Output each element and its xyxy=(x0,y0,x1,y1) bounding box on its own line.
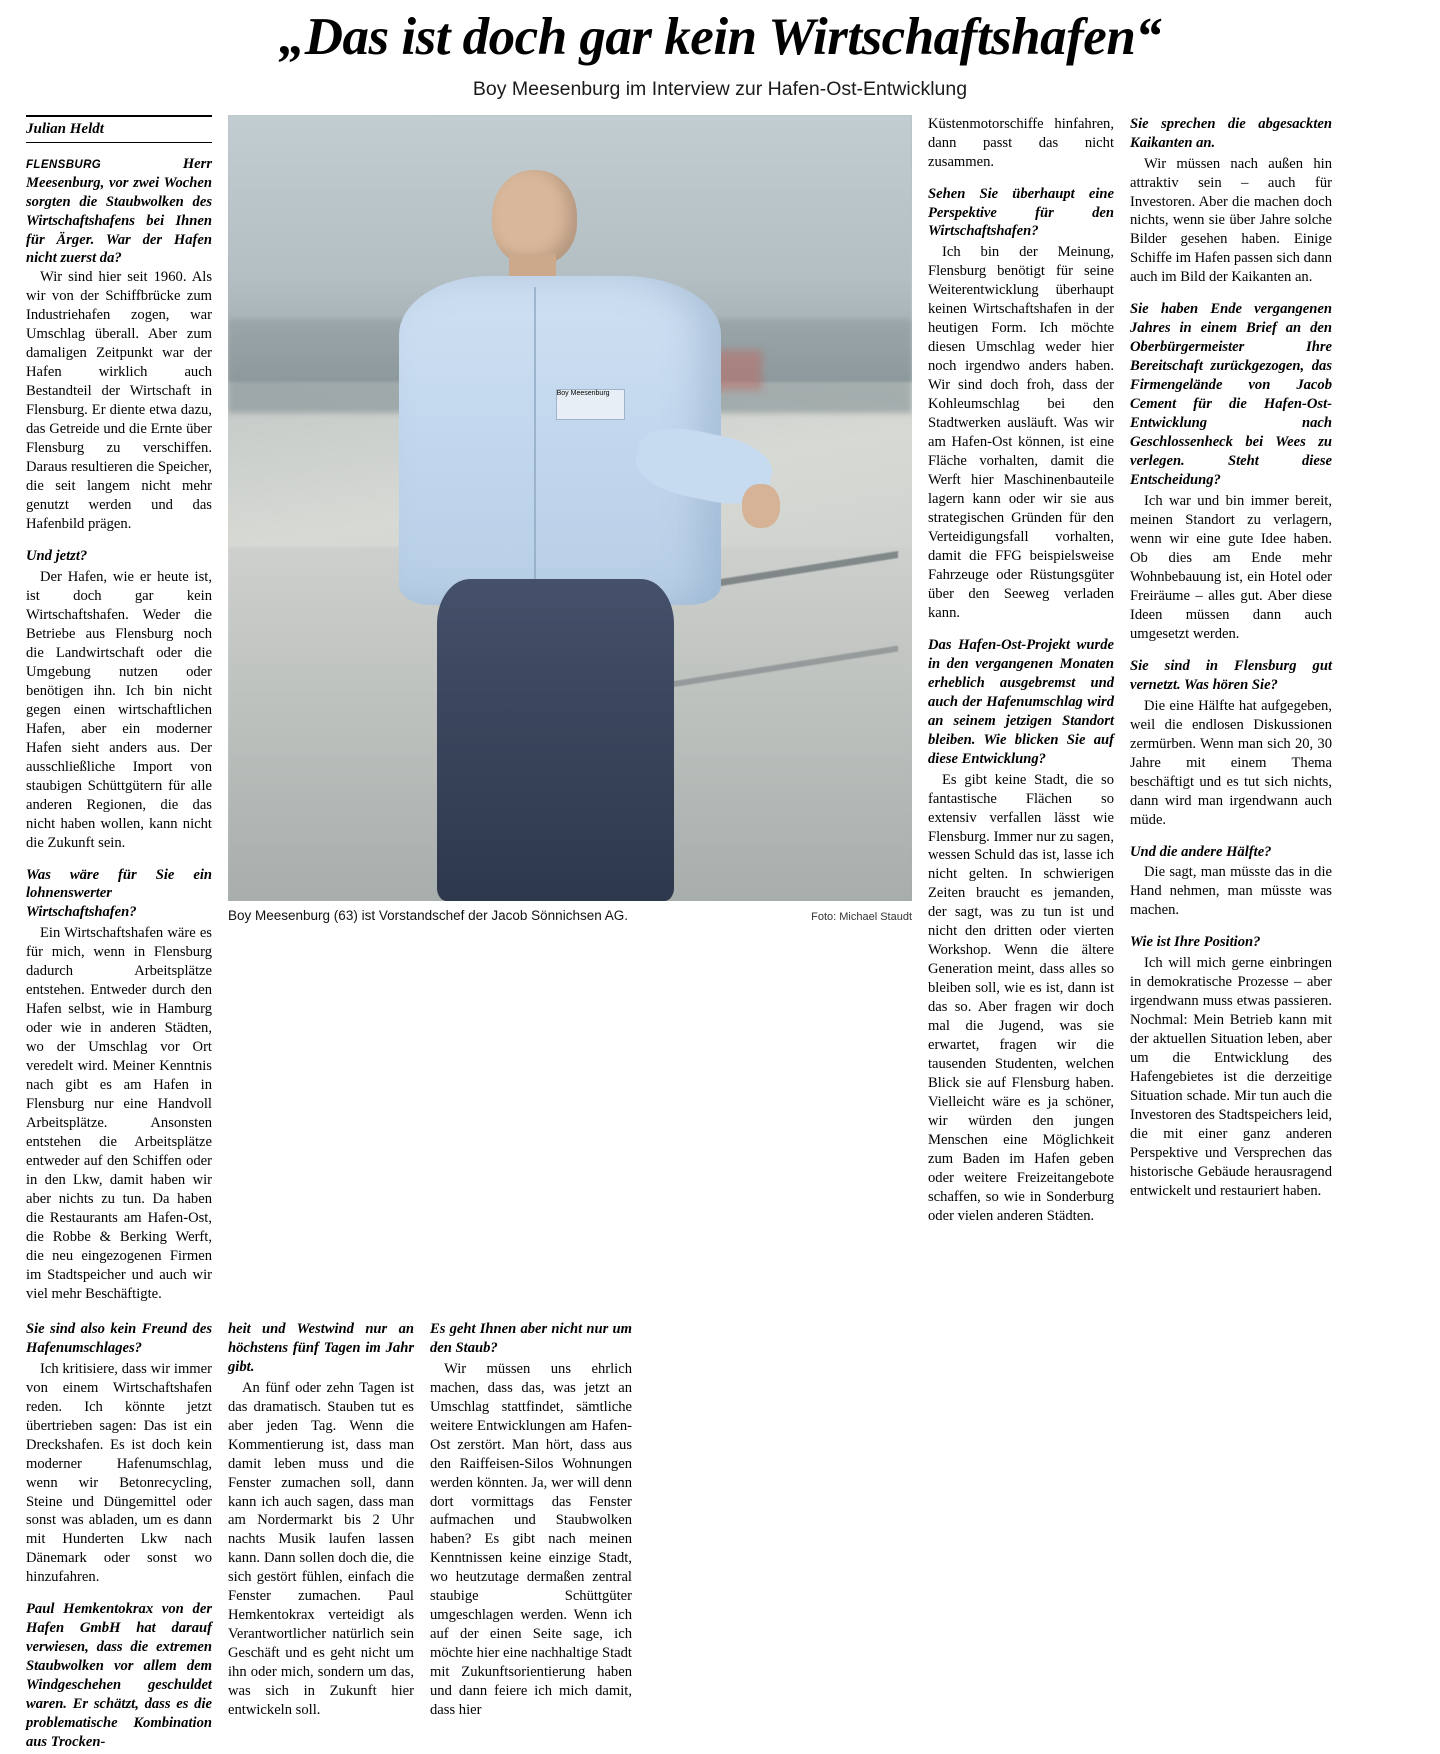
bottom1-question-2: Paul Hemkentokrax von der Hafen GmbH hat darauf verwiesen, dass die extremen Staubwolken vor allem dem Windgeschehen geschuldet waren. Er schätzt, dass es die problematische Kombination aus Trocken- xyxy=(26,1601,212,1751)
col1-answer-3: Ein Wirtschaftshafen wäre es für mich, wenn in Flensburg dadurch Arbeitsplätze entstehen. Entweder durch den Hafen selbst, wie in Hamburg oder wie in anderen Städten, wo der Umschlag vor Ort veredelt wird. Meiner Kenntnis nach gibt es am Hafen in Flensburg nur eine Handvoll Arbeitsplätze. Ansonsten entstehen die Arbeitsplätze entweder auf den Schiffen oder in den Lkw, damit haben wir aber nichts zu tun. Da haben die Restaurants am Hafen-Ost, die Robbe & Berking Werft, die neu eingezogenen Firmen im Stadtspeicher und auch wir viel mehr Beschäftigte. xyxy=(26,925,212,1302)
photo-subject-shirt-placket xyxy=(534,287,536,587)
col1-answer-2: Der Hafen, wie er heute ist, ist doch gar kein Wirtschaftshafen. Weder die Betriebe aus Flensburg noch die Landwirtschaft oder die Umgebung nutzen oder benötigen ihn. Ich bin nicht gegen einen wirtschaftlichen Hafen, aber ein moderner Hafen sieht anders aus. Der ausschließliche Import von staubigen Schüttgütern für alle anderen Regionen, die das nicht haben wollen, kann nicht die Zukunft sein. xyxy=(26,568,212,851)
col4-answer-1: Ich bin der Meinung, Flensburg benötigt für seine Weiterentwicklung überhaupt keinen Wirtschaftshafen in der heutigen Form. Ich möchte diesen Umschlag weder hier noch irgendwo anders haben. Wir sind doch froh, dass der Kohleumschlag bei den Stadtwerken ausläuft. Was wir am Hafen-Ost können, ist eine Fläche vorhalten, damit die Werft hier Maschinenbauteile lagern kann oder wir sie aus strategischen Gründen für den Verteidigungsfall vorhalten, damit die FFG beispielsweise Fahrzeuge oder Rüstungsgüter über den Seeweg verladen kann. xyxy=(928,244,1114,621)
page-headline: „Das ist doch gar kein Wirtschaftshafen“ xyxy=(278,8,1162,66)
bottom-column-3 xyxy=(430,1320,632,1754)
col5-answer-3: Die eine Hälfte hat aufgegeben, weil die endlosen Diskussionen zermürben. Wenn man sich 20, 30 Jahre mit einem Thema beschäftigt und es tut sich nichts, dann wird man irgendwann auch müde. xyxy=(1130,697,1332,828)
col5-question-1: Sie sprechen die abgesackten Kaikanten an. xyxy=(1130,115,1332,151)
column-1 xyxy=(26,115,228,1304)
col5-answer-5: Ich will mich gerne einbringen in demokratische Prozesse – aber irgendwann muss etwas passieren. Nochmal: Mein Betrieb kann mit der aktuellen Situation leben, aber um die Entwicklung des Hafengebietes ist die derzeitige Situation schade. Mir tun auch die Investoren des Stadtspeichers leid, die mit einer ganz anderen Perspektive und Versprechen das historische Gebäude herausragend entwickelt und restauriert haben. xyxy=(1130,955,1332,1199)
bottom-row xyxy=(26,1320,1418,1754)
dateline: FLENSBURG xyxy=(26,158,102,171)
newspaper-page xyxy=(0,8,1440,1751)
lead-paragraph xyxy=(26,155,212,269)
bottom1-answer-1: Ich kritisiere, dass wir immer von einem Wirtschaftshafen reden. Ich könnte jetzt übertrieben sagen: Das ist ein Dreckshafen. Es ist doch kein moderner Hafenumschlag, wenn wir Betonrecycling, Steine und Düngemittel oder sonst was abladen, um es dann mit Hunderten Lkw nach Dänemark oder sonst wo hinzufahren. xyxy=(26,1360,212,1586)
col5-question-4: Und die andere Hälfte? xyxy=(1130,843,1272,860)
bottom-column-1 xyxy=(26,1320,228,1754)
col1-question-2: Und jetzt? xyxy=(26,548,88,565)
photo-subject-head xyxy=(492,170,577,265)
col4-question-1: Sehen Sie überhaupt eine Perspektive für den Wirtschaftshafen? xyxy=(928,185,1114,240)
photo-subject-trousers xyxy=(437,579,674,901)
photo-caption-row xyxy=(228,901,912,923)
col5-answer-4: Die sagt, man müsste das in die Hand nehmen, man müsste was machen. xyxy=(1130,864,1332,919)
column-4 xyxy=(928,115,1130,1226)
col1-answer-1: Wir sind hier seit 1960. Als wir von der Schiffbrücke zum Industriehafen zogen, war Umschlag überall. Aber zum damaligen Zeitpunkt war der Hafen wirklich auch Bestandteil der Wirtschaft in Flensburg. Er diente etwa dazu, das Getreide und die Ernte über Flensburg zu verschiffen. Daraus resultieren die Speicher, die seit langem nicht mehr genutzt werden und das Hafenbild prägen. xyxy=(26,269,212,533)
col5-question-3: Sie sind in Flensburg gut vernetzt. Was hören Sie? xyxy=(1130,657,1332,693)
col5-answer-1: Wir müssen nach außen hin attraktiv sein – auch für Investoren. Aber die machen doch nichts, wenn sie über Jahre solche Bilder gesehen haben. Einige Schiffe im Hafen passen sich dann auch im Bild der Kaikanten an. xyxy=(1130,155,1332,286)
col4-answer-0: Küstenmotorschiffe hinfahren, dann passt das nicht zusammen. xyxy=(928,115,1114,170)
photo-block xyxy=(228,115,928,923)
photo-credit: Foto: Michael Staudt xyxy=(811,910,912,923)
col5-answer-2: Ich war und bin immer bereit, meinen Standort zu verlagern, wenn wir eine gute Idee haben. Ob dies am Ende mehr Wohnbebauung ist, ein Hotel oder Freiräume – alles gut. Aber diese Ideen müssen dann auch umgesetzt werden. xyxy=(1130,493,1332,642)
photo-subject-hand xyxy=(742,484,780,528)
bottom2-question-continuation: heit und Westwind nur an höchstens fünf Tagen im Jahr gibt. xyxy=(228,1320,414,1375)
col5-question-5: Wie ist Ihre Position? xyxy=(1130,934,1261,951)
lead-text: Herr Meesenburg, vor zwei Wochen sorgten die Staubwolken des Wirtschaftshafens bei Ihnen für Ärger. War der Hafen nicht zuerst da? xyxy=(26,155,212,267)
bottom3-answer-1: Wir müssen uns ehrlich machen, dass das, was jetzt an Umschlag stattfindet, sämtliche weitere Entwicklungen am Hafen-Ost zerstört. Man hört, dass aus den Raiffeisen-Silos Wohnungen werden könnten. Ja, wer will denn dort vormittags das Fenster aufmachen und Staubwolken haben? Es gibt nach meinen Kenntnissen keine einzige Stadt, wo heutzutage dermaßen zentral staubige Schüttgüter umgeschlagen werden. Wenn ich auf der einen Seite sage, ich möchte hier eine nachhaltige Stadt mit Zukunftsorientierung haben und dann feiere ich mich damit, dass hier xyxy=(430,1360,632,1719)
col4-question-2: Das Hafen-Ost-Projekt wurde in den vergangenen Monaten erheblich ausgebremst und auch der Hafenumschlag wird an seinem jetzigen Standort bleiben. Wie blicken Sie auf diese Entwicklung? xyxy=(928,636,1114,767)
byline xyxy=(26,115,212,143)
photo-subject-name-badge: Boy Meesenburg xyxy=(556,389,626,420)
bottom2-answer-1: An fünf oder zehn Tagen ist das dramatisch. Stauben tut es aber jeden Tag. Wenn die Kommentierung ist, dass man damit leben muss und die Fenster zumachen soll, dann kann ich auch sagen, dass man am Nordermarkt bis 2 Uhr nachts Musik laufen lassen kann. Dann sollen doch die, die sich gestört fühlen, einfach die Fenster zumachen. Paul Hemkentokrax verteidigt als Verantwortlicher natürlich sein Geschäft und es geht nicht um ihn oder mich, sondern um das, was sich in Zukunft hier entwickeln soll. xyxy=(228,1379,414,1719)
col4-answer-2: Es gibt keine Stadt, die so fantastische Flächen so extensiv verfallen lässt wie Flensburg. Immer nur zu sagen, wessen Schuld das ist, lasse ich nicht gelten. In schwierigen Zeiten braucht es jemanden, der sagt, was zu tun ist und nicht den dritten oder vierten Workshop. Wenn die ältere Generation meint, dass alles so bleiben soll, wie es ist, dann ist das so. Aber fragen wir doch mal die Jugend, was sie erwartet, fragen wir die tausenden Studenten, welchen Blick sie auf Flensburg haben. Vielleicht wäre es ja schöner, wir würden den jungen Menschen eine Möglichkeit zum Baden im Hafen geben oder weitere Freizeitangebote schaffen, so wie in Sonderburg oder vielen anderen Städten. xyxy=(928,771,1114,1224)
article-body xyxy=(0,115,1440,1754)
bottom1-question-1: Sie sind also kein Freund des Hafenumschlages? xyxy=(26,1320,212,1356)
page-subheadline: Boy Meesenburg im Interview zur Hafen-Ost-Entwicklung xyxy=(472,77,968,100)
column-5 xyxy=(1130,115,1332,1201)
article-photo xyxy=(228,115,912,901)
top-row xyxy=(26,115,1418,1304)
photo-caption: Boy Meesenburg (63) ist Vorstandschef der Jacob Sönnichsen AG. xyxy=(228,907,628,923)
col1-question-3: Was wäre für Sie ein lohnenswerter Wirtschaftshafen? xyxy=(26,866,212,921)
byline-author: Julian Heldt xyxy=(26,120,104,137)
bottom3-question-1: Es geht Ihnen aber nicht nur um den Staub? xyxy=(430,1320,632,1356)
col5-question-2: Sie haben Ende vergangenen Jahres in einem Brief an den Oberbürgermeister Ihre Bereitschaft zurückgezogen, das Firmengelände von Jacob Cement für die Hafen-Ost-Entwicklung nach Geschlossenheck bei Wees zu verlegen. Steht diese Entscheidung? xyxy=(1130,301,1332,489)
photo-subject xyxy=(365,170,789,901)
bottom-column-2 xyxy=(228,1320,430,1754)
